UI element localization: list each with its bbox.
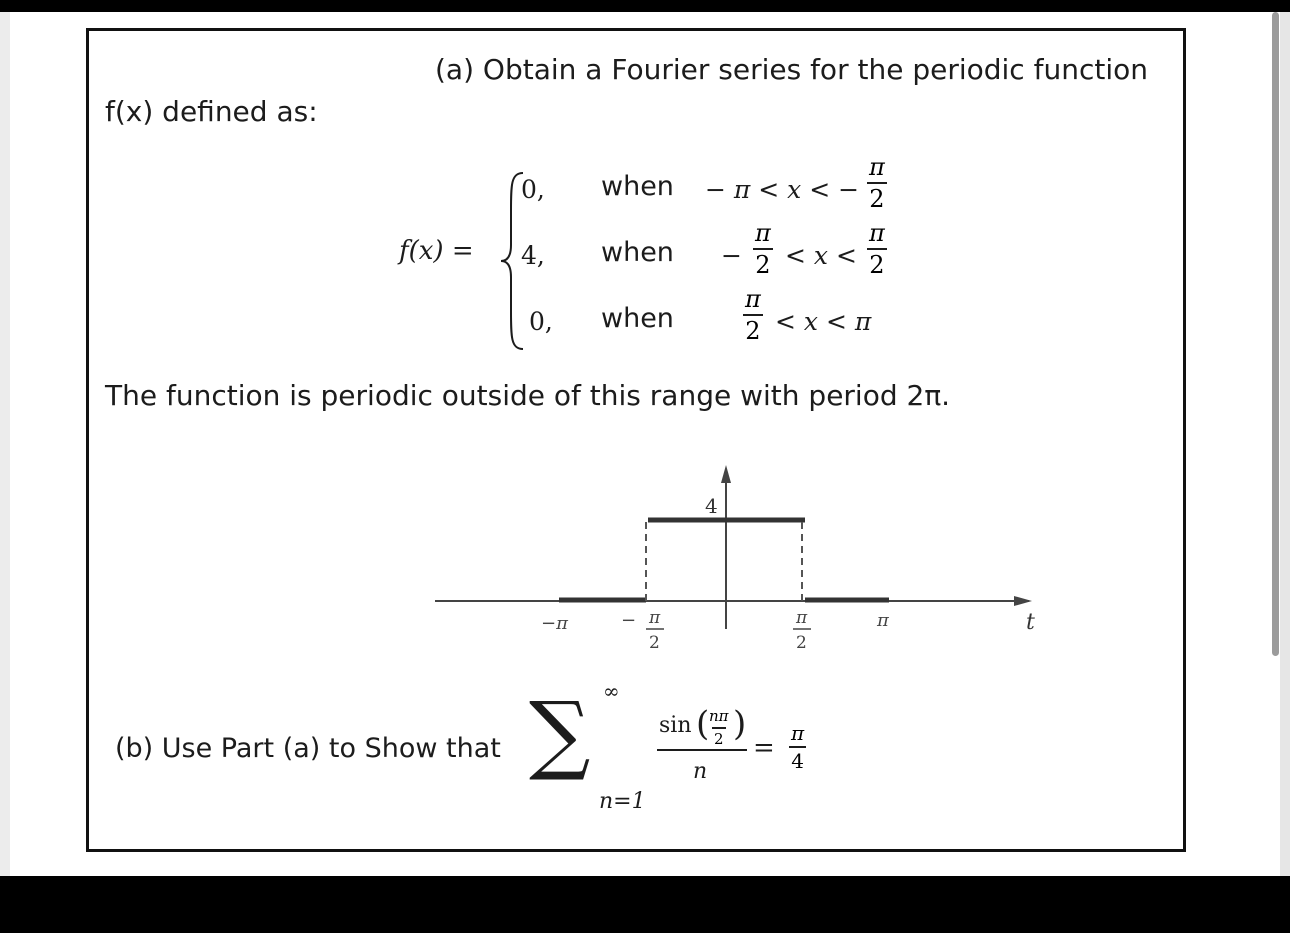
tick-pi-half-num: π — [796, 608, 808, 628]
tick-minus-pi-half: − — [621, 610, 637, 631]
case2-when: when — [601, 237, 674, 268]
case3-when: when — [601, 303, 674, 334]
series-result: $\frac{\pi}{4}$ — [791, 721, 805, 773]
t-axis-arrow — [1014, 596, 1032, 606]
function-lhs: f(x) = — [399, 236, 474, 266]
right-margin — [1280, 12, 1290, 876]
left-margin — [0, 12, 10, 876]
series-denominator: n — [693, 759, 708, 784]
part-a-intro: (a) Obtain a Fourier series for the periodic function — [435, 53, 1148, 86]
problem-card — [86, 28, 1186, 852]
case1-fraction: $\frac{\pi}{2}$ — [869, 153, 885, 213]
case3-condition: < x < π — [775, 307, 872, 336]
sum-upper-limit: ∞ — [603, 679, 620, 703]
sin-label: sin — [659, 713, 692, 738]
case2-condition: < x < — [785, 241, 857, 270]
case1-when: when — [601, 171, 674, 202]
function-graph — [89, 31, 1183, 849]
sin-close-paren: ) — [733, 704, 747, 744]
tick-minus-pi: −π — [541, 613, 568, 634]
case1-value: 0, — [521, 175, 545, 204]
series-fraction-bar — [655, 31, 755, 849]
sin-argument: $\frac{n\pi}{2}$ — [709, 707, 729, 748]
t-axis-label: t — [1026, 610, 1035, 635]
equals-sign: = — [753, 733, 775, 763]
tick-minus-pi-half-den: 2 — [649, 633, 660, 653]
screen — [0, 12, 1290, 876]
sin-open-paren: ( — [696, 704, 710, 744]
case2-minus: − — [721, 241, 742, 270]
case2-value: 4, — [521, 241, 545, 270]
tick-pi-half-den: 2 — [796, 633, 807, 653]
period-note: The function is periodic outside of this range with period 2π. — [105, 379, 951, 412]
case2-right-fraction: $\frac{\pi}{2}$ — [869, 219, 885, 279]
tick-minus-pi-half-num: π — [649, 608, 661, 628]
vertical-scrollbar[interactable] — [1272, 12, 1279, 656]
case3-left-fraction: $\frac{\pi}{2}$ — [745, 285, 761, 345]
case1-condition: − π < x < − — [705, 175, 860, 204]
bottom-bar — [0, 876, 1290, 933]
part-a-continued: f(x) defined as: — [105, 95, 318, 128]
case2-left-fraction: $\frac{\pi}{2}$ — [755, 219, 771, 279]
part-b-text: (b) Use Part (a) to Show that — [115, 733, 501, 764]
sum-lower-limit: n=1 — [599, 789, 646, 814]
sigma-symbol: ∑ — [529, 684, 591, 784]
height-label: 4 — [705, 494, 718, 518]
tick-pi: π — [877, 610, 889, 631]
case3-value: 0, — [529, 307, 553, 336]
